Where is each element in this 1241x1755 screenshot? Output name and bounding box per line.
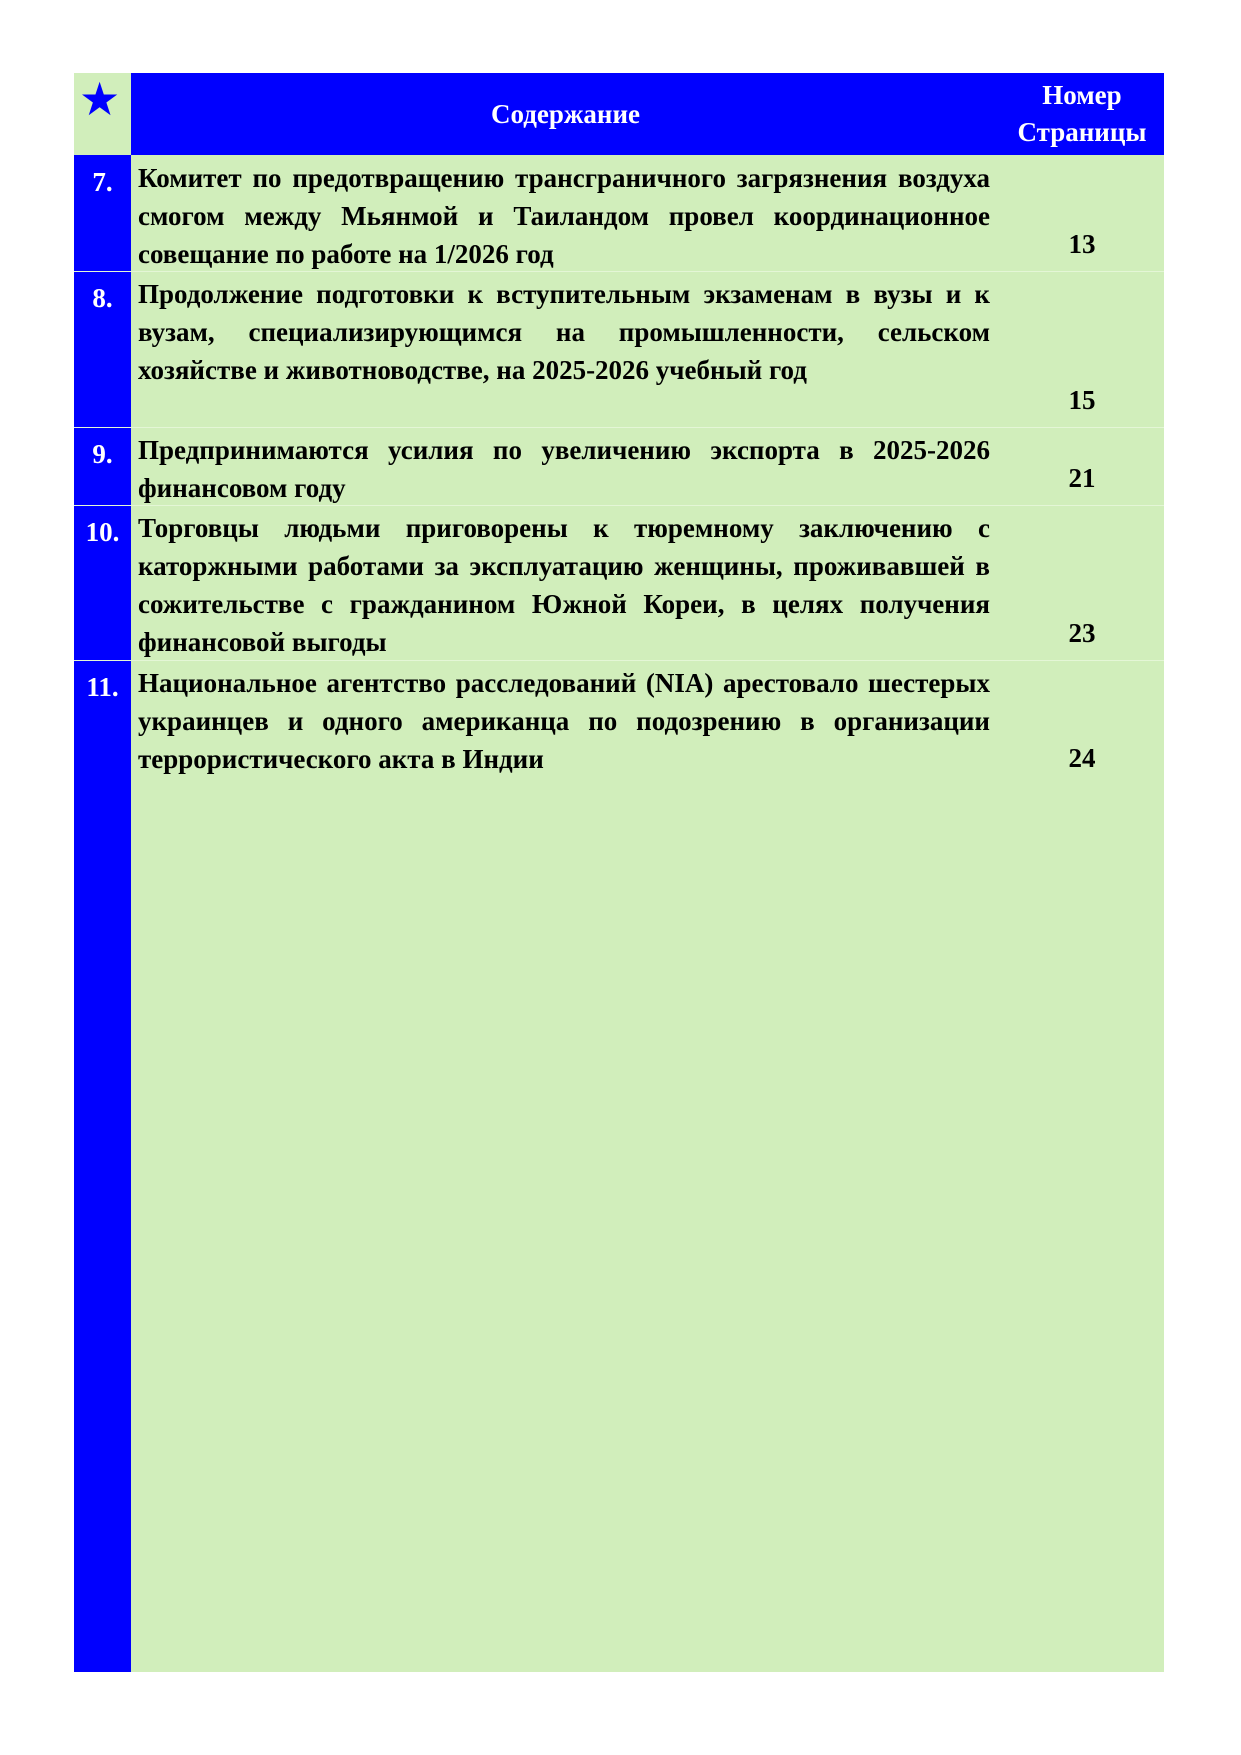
entry-title: Продолжение подготовки к вступительным экзаменам в вузы и к вузам, специализирующимся на промышленности, сельском хозяйстве и животноводстве, на 2025-2026 учебный год [138, 279, 990, 385]
table-header [131, 73, 1164, 155]
page-number-heading-line1: Номер [1042, 80, 1122, 110]
entry-title: Комитет по предотвращению трансграничного загрязнения воздуха смогом между Мьянмой и Таиландом провел координационное совещание по работе на 1/2026 год [138, 163, 990, 269]
entry-page-number: 13 [1068, 229, 1096, 259]
entry-number: 10. [85, 517, 120, 547]
toc-entry[interactable] [74, 660, 1164, 785]
entry-number: 11. [86, 672, 119, 702]
toc-entry[interactable] [74, 427, 1164, 506]
entry-title: Предпринимаются усилия по увеличению экспорта в 2025-2026 финансовом году [138, 435, 990, 503]
entry-title: Национальное агентство расследований (NIA) арестовало шестерых украинцев и одного американца по подозрению в организации террористического акта в Индии [138, 668, 990, 774]
entry-number: 8. [92, 283, 113, 313]
toc-entry[interactable] [74, 505, 1164, 661]
entry-page-number: 23 [1068, 618, 1096, 648]
page-number-heading [1000, 73, 1164, 155]
entry-number: 7. [92, 167, 113, 197]
page-number-heading-line2: Страницы [1017, 117, 1147, 147]
entry-page-number: 15 [1068, 385, 1096, 415]
entry-title: Торговцы людьми приговорены к тюремному заключению с каторжными работами за эксплуатацию женщины, проживавшей в сожительстве с гражданином Южной Кореи, в целях получения финансовой выгоды [138, 513, 990, 657]
entry-page-number: 21 [1068, 463, 1096, 493]
star-icon: ★ [79, 74, 121, 125]
table-of-contents [74, 73, 1164, 1672]
entry-number: 9. [92, 439, 113, 469]
toc-entry[interactable] [74, 271, 1164, 428]
header-star-cell [74, 73, 131, 155]
entry-page-number: 24 [1068, 743, 1096, 773]
contents-heading: Содержание [490, 98, 641, 129]
toc-entry[interactable] [74, 155, 1164, 272]
